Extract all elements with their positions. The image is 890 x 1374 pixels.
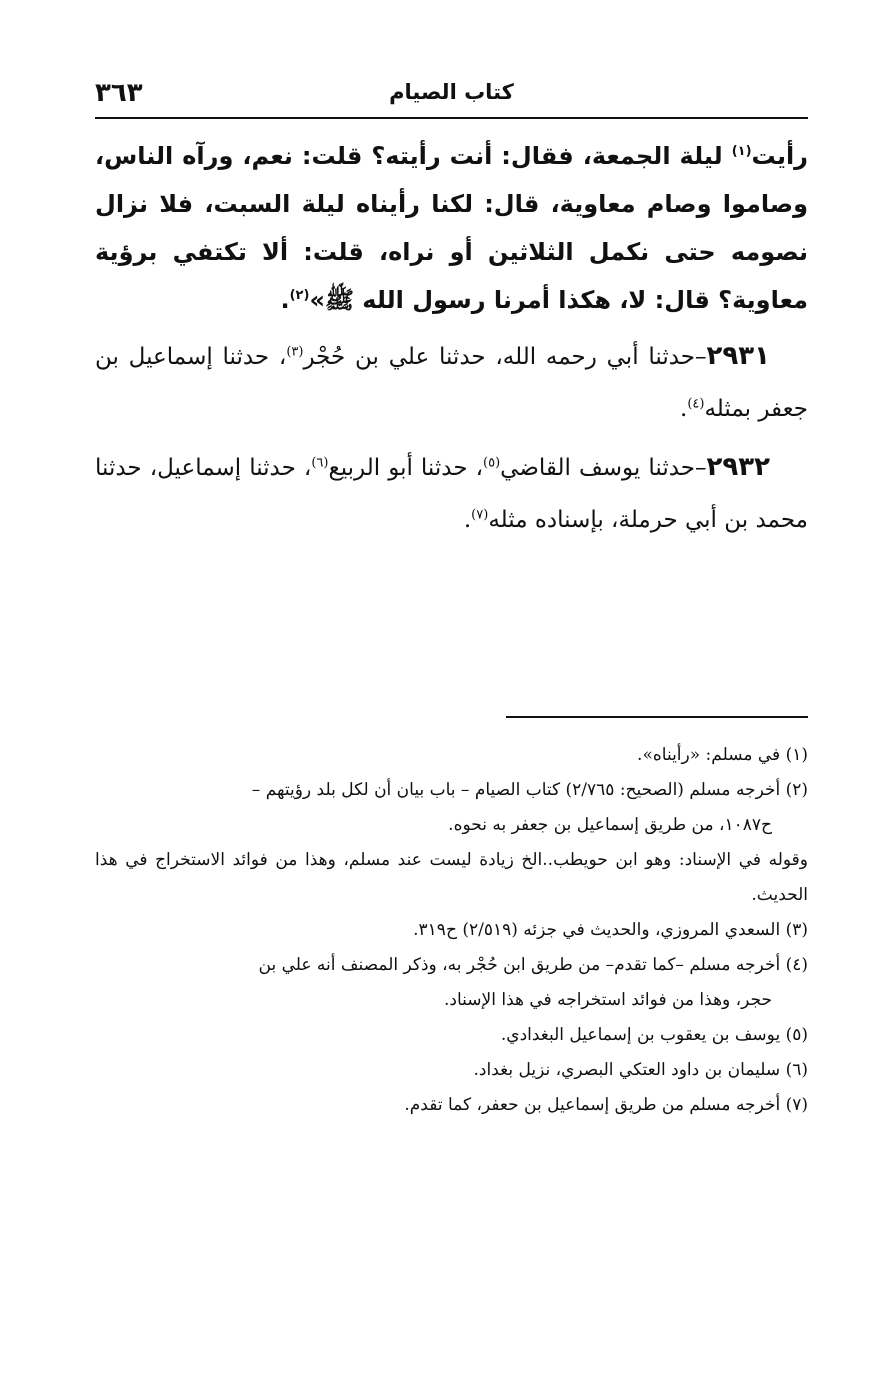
footnote-ref-1: (١) <box>731 144 752 159</box>
footnote-5: (٥) يوسف بن يعقوب بن إسماعيل البغدادي. <box>500 1025 808 1045</box>
text-run: . <box>680 396 688 422</box>
footnote-3: (٣) السعدي المروزي، والحديث في جزئه (٢/٥١٩) ح٣١٩. <box>413 920 808 940</box>
footnote-2 <box>95 773 808 843</box>
footnote-ref-2: (٢) <box>289 288 310 303</box>
footnote-line: حجر، وهذا من فوائد استخراجه في هذا الإسناد. <box>444 990 772 1010</box>
header-rule <box>95 117 808 119</box>
footnote-separator <box>506 716 808 718</box>
hadith-number: ٢٩٣٢ <box>706 452 770 482</box>
footnote-7: (٧) أخرجه مسلم من طريق إسماعيل بن حعفر، كما تقدم. <box>404 1095 808 1115</box>
hadith-2932 <box>95 441 808 546</box>
footnote-line: ح١٠٨٧، من طريق إسماعيل بن جعفر به نحوه. <box>448 815 772 835</box>
footnote-ref-4: (٤) <box>687 396 705 412</box>
footnote-line: (٢) أخرجه مسلم (الصحيح: ٢/٧٦٥) كتاب الصيام – باب بيان أن لكل بلد رؤيتهم – <box>251 780 808 800</box>
hadith-number: ٢٩٣١ <box>706 341 770 371</box>
footnote-2-note: وقوله في الإسناد: وهو ابن حويطب..الخ زيادة ليست عند مسلم، وهذا من فوائد الاستخراج في هذا الحديث. <box>95 850 808 905</box>
footnote-ref-7: (٧) <box>471 507 489 523</box>
footnotes <box>95 738 808 1123</box>
footnote-4 <box>95 948 808 1018</box>
page-header <box>95 74 808 114</box>
text-run: ، حدثنا إسماعيل، حدثنا محمد بن أبي حرملة، بإسناده مثله <box>95 455 808 533</box>
footnote-ref-6: (٦) <box>311 455 329 471</box>
text-run: . <box>280 286 290 314</box>
page-number: ٣٦٣ <box>95 78 143 108</box>
text-run: رأيت <box>751 142 808 170</box>
running-title: كتاب الصيام <box>389 80 514 104</box>
text-run: –حدثنا أبي رحمه الله، حدثنا علي بن حُجْر <box>303 344 707 370</box>
text-run: ، حدثنا أبو الربيع <box>328 455 484 481</box>
footnote-6: (٦) سليمان بن داود العتكي البصري، نزيل بغداد. <box>473 1060 808 1080</box>
main-text <box>95 132 808 552</box>
text-run: . <box>463 507 472 533</box>
footnote-line: (٤) أخرجه مسلم –كما تقدم– من طريق ابن حُجْر به، وذكر المصنف أنه علي بن <box>258 955 808 975</box>
hadith-2931 <box>95 330 808 435</box>
paragraph-continuation <box>95 132 808 324</box>
footnote-1: (١) في مسلم: «رأيناه». <box>637 745 808 765</box>
text-run: –حدثنا يوسف القاضي <box>500 455 707 481</box>
footnote-ref-5: (٥) <box>483 455 501 471</box>
text-run: ليلة الجمعة، فقال: أنت رأيته؟ قلت: نعم، ورآه الناس، وصاموا وصام معاوية، قال: لكنا رأيناه ليلة السبت، فلا نزال نصومه حتى نكمل الثلاثين أو نراه، قلت: ألا تكتفي برؤية معاوية؟ قال: لا، هكذا أمرنا رسول الله ﷺ» <box>95 142 808 314</box>
text-run: ، حدثنا إسماعيل بن جعفر بمثله <box>95 344 808 422</box>
footnote-ref-3: (٣) <box>286 344 304 360</box>
